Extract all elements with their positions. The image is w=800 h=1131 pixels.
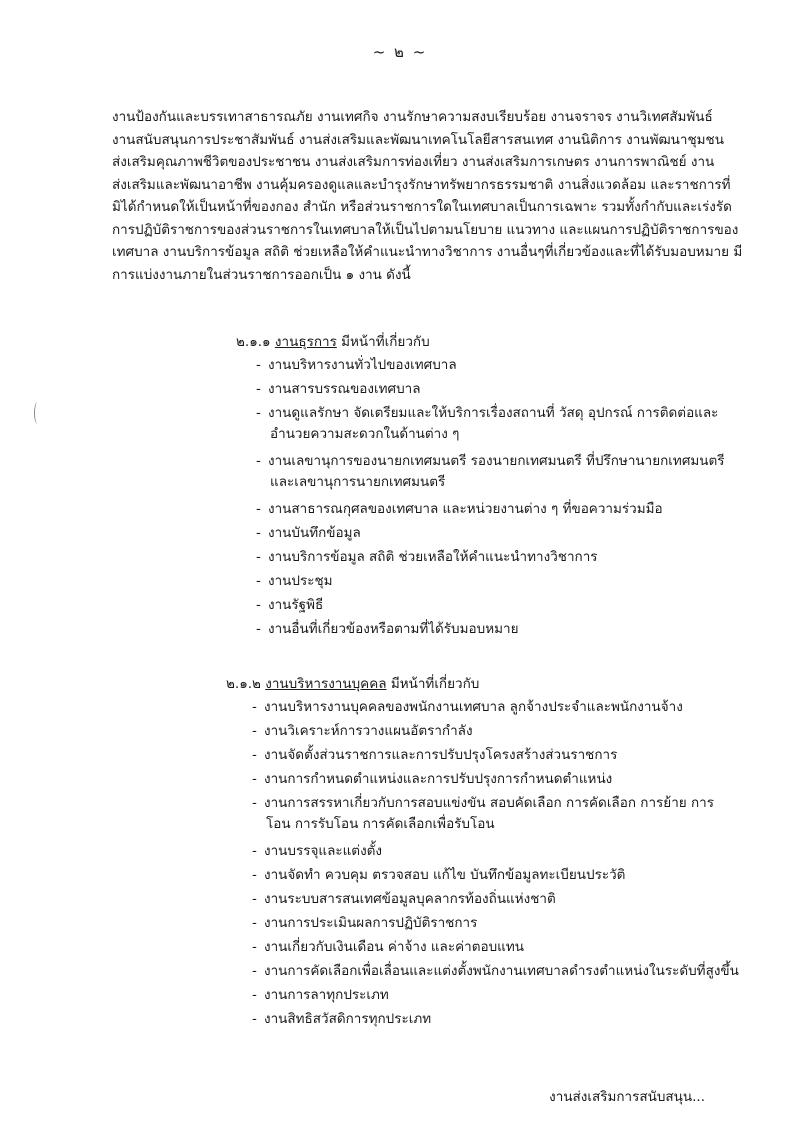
list-item-text: งานรัฐพิธี: [268, 597, 324, 613]
bullet-dash: -: [252, 843, 257, 859]
bullet-dash: -: [252, 1011, 257, 1027]
intro-paragraph: [112, 106, 743, 286]
list-item: [256, 547, 598, 568]
section-heading-personnel: [226, 672, 479, 694]
list-item: [256, 379, 421, 400]
list-item: [252, 841, 382, 862]
continuation-note: งานส่งเสริมการสนับสนุน...: [549, 1089, 705, 1105]
list-item-text: งานบริหารงานบุคคลของพนักงานเทศบาล ลูกจ้างประจำและพนักงานจ้าง: [264, 699, 683, 715]
list-item-text: งานดูแลรักษา จัดเตรียมและให้บริการเรื่องสถานที่ วัสดุ อุปกรณ์ การติดต่อและ: [268, 405, 719, 421]
section-number: ๒.๑.๑: [236, 334, 271, 350]
section-number: ๒.๑.๒: [226, 676, 261, 692]
list-item: [256, 451, 725, 493]
bullet-dash: -: [252, 915, 257, 931]
bullet-dash: -: [256, 357, 261, 373]
paragraph-line: ส่งเสริมคุณภาพชีวิตของประชาชน งานส่งเสริมการท่องเที่ยว งานส่งเสริมการเกษตร งานการพาณิชย์ งาน: [112, 154, 715, 170]
bullet-dash: -: [252, 987, 257, 1003]
list-item: [256, 595, 323, 616]
list-item: [256, 523, 361, 544]
list-item: [252, 889, 556, 910]
section-title: งานบริหารงานบุคคล: [265, 676, 387, 692]
bullet-dash: -: [256, 381, 261, 397]
bullet-dash: -: [256, 405, 261, 421]
list-item-text: งานการลาทุกประเภท: [264, 987, 389, 1003]
list-item-text: งานสาธารณกุศลของเทศบาล และหน่วยงานต่าง ๆ ที่ขอความร่วมมือ: [268, 501, 663, 517]
list-item: [256, 571, 333, 592]
list-item-text: งานบริหารงานทั่วไปของเทศบาล: [268, 357, 457, 373]
list-item-text: งานการคัดเลือกเพื่อเลื่อนและแต่งตั้งพนักงานเทศบาลดำรงตำแหน่งในระดับที่สูงขึ้น: [264, 963, 739, 979]
list-item-text: และเลขานุการนายกเทศมนตรี: [270, 474, 446, 490]
paragraph-line: งานสนับสนุนการประชาสัมพันธ์ งานส่งเสริมและพัฒนาเทคโนโลยีสารสนเทศ งานนิติการ งานพัฒนาชุมชน: [112, 131, 724, 148]
list-item-text: งานบรรจุและแต่งตั้ง: [264, 843, 383, 859]
bullet-dash: -: [256, 597, 261, 613]
section-heading-general-affairs: [236, 330, 430, 352]
bullet-dash: -: [256, 501, 261, 517]
bullet-dash: -: [256, 525, 261, 541]
page-number: ~ ๒ ~: [372, 43, 428, 61]
list-item: [252, 985, 389, 1006]
list-item-text: งานอื่นที่เกี่ยวข้องหรือตามที่ได้รับมอบหมาย: [268, 621, 519, 637]
list-item-text: งานการสรรหาเกี่ยวกับการสอบแข่งขัน สอบคัดเลือก การคัดเลือก การย้าย การ: [264, 795, 714, 811]
list-item-text: โอน การรับโอน การคัดเลือกเพื่อรับโอน: [266, 816, 495, 832]
bullet-dash: -: [252, 939, 257, 955]
paragraph-line: ส่งเสริมและพัฒนาอาชีพ งานคุ้มครองดูแลและบำรุงรักษาทรัพยากรธรรมชาติ งานสิ่งแวดล้อม และราชการที่: [112, 176, 731, 193]
bullet-dash: -: [256, 621, 261, 637]
paragraph-line: งานป้องกันและบรรเทาสาธารณภัย งานเทศกิจ งานรักษาความสงบเรียบร้อย งานจราจร งานวิเทศสัมพันธ์: [112, 109, 713, 125]
list-item: [252, 913, 477, 934]
list-item-text: งานเกี่ยวกับเงินเดือน ค่าจ้าง และค่าตอบแทน: [264, 939, 524, 955]
list-item-text: งานสารบรรณของเทศบาล: [268, 381, 421, 397]
bullet-dash: -: [252, 795, 257, 811]
list-item: [256, 619, 519, 640]
bullet-dash: -: [252, 891, 257, 907]
list-item-text: งานสิทธิสวัสดิการทุกประเภท: [264, 1011, 432, 1027]
bullet-dash: -: [252, 867, 257, 883]
list-item-text: งานการประเมินผลการปฏิบัติราชการ: [264, 915, 478, 931]
list-item: [256, 355, 457, 376]
list-item: [252, 937, 524, 958]
section-suffix: มีหน้าที่เกี่ยวกับ: [390, 676, 480, 692]
list-item: [256, 499, 663, 520]
list-item-text: งานเลขานุการของนายกเทศมนตรี รองนายกเทศมนตรี ที่ปรึกษานายกเทศมนตรี: [268, 453, 725, 469]
list-item-text: งานจัดทำ ควบคุม ตรวจสอบ แก้ไข บันทึกข้อมูลทะเบียนประวัติ: [264, 867, 626, 883]
paragraph-line: การแบ่งงานภายในส่วนราชการออกเป็น ๑ งาน ดังนี้: [112, 266, 411, 283]
list-item: [252, 961, 739, 982]
list-item-text: อำนวยความสะดวกในด้านต่าง ๆ: [270, 426, 460, 442]
section-suffix: มีหน้าที่เกี่ยวกับ: [341, 334, 430, 350]
bullet-dash: -: [252, 723, 257, 739]
list-item: [252, 793, 714, 835]
bullet-dash: -: [256, 573, 261, 589]
list-item-text: งานระบบสารสนเทศข้อมูลบุคลากรท้องถิ่นแห่งชาติ: [264, 891, 556, 907]
bullet-dash: -: [252, 699, 257, 715]
list-item: [252, 865, 625, 886]
list-item: [252, 721, 473, 742]
bullet-dash: -: [252, 747, 257, 763]
section-title: งานธุรการ: [274, 334, 337, 350]
paragraph-line: เทศบาล งานบริการข้อมูล สถิติ ช่วยเหลือให้คำแนะนำทางวิชาการ งานอื่นๆที่เกี่ยวข้องและที่ได้รับมอบหมาย มี: [112, 244, 743, 260]
list-item-text: งานประชุม: [268, 573, 333, 589]
list-item-text: งานวิเคราะห์การวางแผนอัตรากำลัง: [264, 723, 473, 739]
bullet-dash: -: [252, 963, 257, 979]
list-item: [252, 769, 612, 790]
list-item: [252, 745, 617, 766]
bullet-dash: -: [252, 771, 257, 787]
list-item-text: งานบริการข้อมูล สถิติ ช่วยเหลือให้คำแนะนำทางวิชาการ: [268, 549, 598, 565]
list-item-text: งานการกำหนดตำแหน่งและการปรับปรุงการกำหนดตำแหน่ง: [264, 771, 613, 787]
scan-margin-mark: [34, 402, 41, 424]
bullet-dash: -: [256, 549, 261, 565]
paragraph-line: มิได้กำหนดให้เป็นหน้าที่ของกอง สำนัก หรือส่วนราชการใดในเทศบาลเป็นการเฉพาะ รวมทั้งกำกับและเร่งรัด: [112, 199, 732, 215]
list-item: [252, 697, 683, 718]
list-item-text: งานบันทึกข้อมูล: [268, 525, 361, 541]
list-item: [256, 403, 718, 445]
bullet-dash: -: [256, 453, 261, 469]
paragraph-line: การปฏิบัติราชการของส่วนราชการในเทศบาลให้เป็นไปตามนโยบาย แนวทาง และแผนการปฏิบัติราชการของ: [112, 221, 739, 238]
list-item: [252, 1009, 431, 1030]
list-item-text: งานจัดตั้งส่วนราชการและการปรับปรุงโครงสร้างส่วนราชการ: [264, 747, 618, 763]
